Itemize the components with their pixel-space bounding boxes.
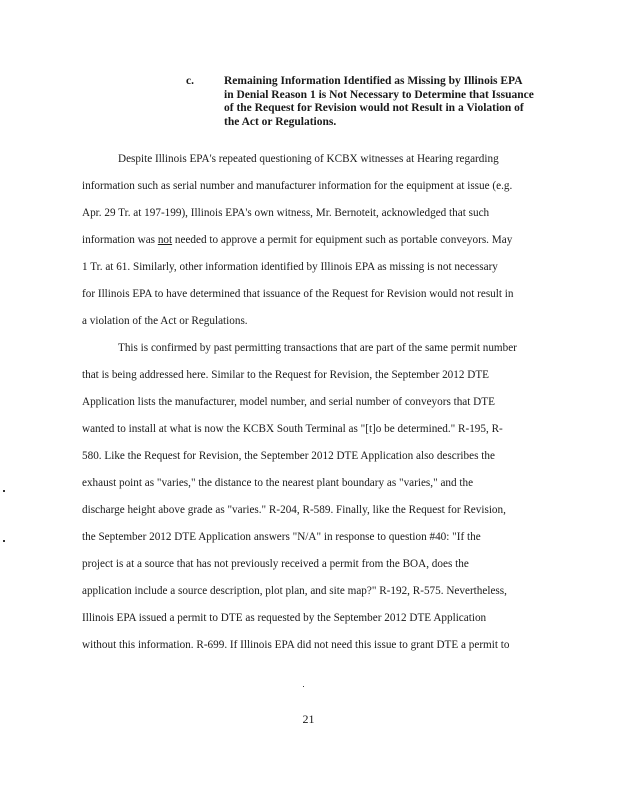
body-text: information was	[82, 234, 156, 246]
section-heading-line: in Denial Reason 1 is Not Necessary to Determine that Issuance	[224, 88, 534, 101]
page-number: 21	[302, 712, 315, 726]
body-line: discharge height above grade as "varies." R-204, R-589. Finally, like the Request for Revision,	[82, 504, 506, 516]
section-heading-line: Remaining Information Identified as Missing by Illinois EPA	[224, 75, 523, 87]
scan-artifact	[3, 490, 5, 492]
body-line: This is confirmed by past permitting transactions that are part of the same permit number	[118, 342, 517, 354]
body-line: a violation of the Act or Regulations.	[82, 315, 248, 327]
body-line: exhaust point as "varies," the distance to the nearest plant boundary as "varies," and the	[82, 477, 474, 489]
body-line: 1 Tr. at 61. Similarly, other information identified by Illinois EPA as missing is not necessary	[82, 261, 498, 273]
body-line: project is at a source that has not previously received a permit from the BOA, does the	[82, 558, 469, 570]
section-heading-line: of the Request for Revision would not Result in a Violation of	[224, 102, 524, 114]
body-line	[82, 234, 512, 247]
body-line: Despite Illinois EPA's repeated questioning of KCBX witnesses at Hearing regarding	[118, 153, 499, 165]
body-line: application include a source description, plot plan, and site map?" R-192, R-575. Nevertheless,	[82, 585, 507, 597]
body-line: Apr. 29 Tr. at 197-199), Illinois EPA's own witness, Mr. Bernoteit, acknowledged that such	[82, 207, 490, 219]
body-line: without this information. R-699. If Illinois EPA did not need this issue to grant DTE a permit to	[82, 639, 510, 651]
body-line: wanted to install at what is now the KCBX South Terminal as "[t]o be determined." R-195, R-	[82, 423, 503, 435]
body-text: needed to approve a permit for equipment such as portable conveyors. May	[174, 234, 513, 246]
body-line: for Illinois EPA to have determined that issuance of the Request for Revision would not result in	[82, 288, 514, 300]
section-marker: c.	[186, 75, 194, 87]
scan-artifact	[303, 686, 304, 687]
scan-artifact	[3, 540, 5, 542]
body-line: the September 2012 DTE Application answers "N/A" in response to question #40: "If the	[82, 531, 481, 543]
section-heading	[224, 75, 554, 129]
body-line: Illinois EPA issued a permit to DTE as requested by the September 2012 DTE Application	[82, 612, 487, 624]
body-line: Application lists the manufacturer, model number, and serial number of conveyors that DTE	[82, 396, 495, 408]
body-line: 580. Like the Request for Revision, the September 2012 DTE Application also describes the	[82, 450, 495, 462]
section-heading-line: the Act or Regulations.	[224, 115, 337, 128]
underlined-word: not	[157, 234, 173, 246]
body-line: that is being addressed here. Similar to the Request for Revision, the September 2012 DTE	[82, 369, 490, 381]
body-line: information such as serial number and manufacturer information for the equipment at issue (e.g.	[82, 180, 513, 192]
